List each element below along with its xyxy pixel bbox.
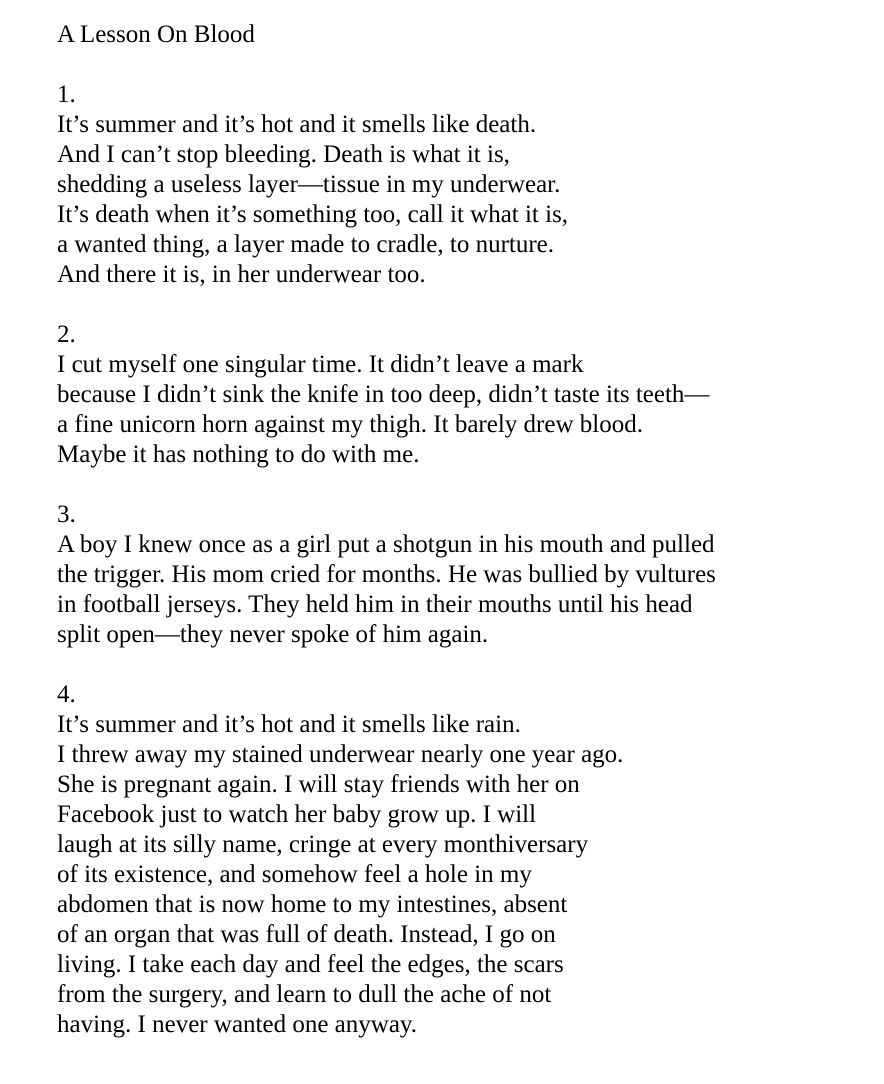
poem-line: A boy I knew once as a girl put a shotgun in his mouth and pulled [57, 531, 715, 558]
poem-line: of its existence, and somehow feel a hole in my [57, 861, 532, 888]
poem-section-3 [57, 500, 857, 650]
poem-line: Maybe it has nothing to do with me. [57, 441, 420, 468]
section-number: 4. [57, 681, 76, 708]
poem-line: And I can’t stop bleeding. Death is what it is, [57, 141, 510, 168]
poem-line: a fine unicorn horn against my thigh. It barely drew blood. [57, 411, 643, 438]
poem-line: It’s death when it’s something too, call it what it is, [57, 201, 569, 228]
poem-document [57, 20, 857, 1040]
poem-line: because I didn’t sink the knife in too deep, didn’t taste its teeth— [57, 381, 710, 408]
poem-title: A Lesson On Blood [57, 21, 255, 48]
section-number: 3. [57, 501, 76, 528]
poem-line: abdomen that is now home to my intestines, absent [57, 891, 568, 918]
poem-line: of an organ that was full of death. Instead, I go on [57, 921, 556, 948]
poem-line: a wanted thing, a layer made to cradle, to nurture. [57, 231, 555, 258]
poem-section-2 [57, 320, 857, 470]
poem-line: And there it is, in her underwear too. [57, 261, 426, 288]
poem-line: from the surgery, and learn to dull the ache of not [57, 981, 552, 1008]
section-number: 1. [57, 81, 76, 108]
poem-line: laugh at its silly name, cringe at every monthiversary [57, 831, 589, 858]
section-number: 2. [57, 321, 76, 348]
poem-line: split open—they never spoke of him again. [57, 621, 489, 648]
poem-line: having. I never wanted one anyway. [57, 1011, 418, 1038]
poem-line: shedding a useless layer—tissue in my underwear. [57, 171, 561, 198]
poem-line: She is pregnant again. I will stay friends with her on [57, 771, 580, 798]
poem-line: It’s summer and it’s hot and it smells like rain. [57, 711, 521, 738]
poem-line: in football jerseys. They held him in their mouths until his head [57, 591, 693, 618]
poem-line: Facebook just to watch her baby grow up. I will [57, 801, 537, 828]
poem-line: living. I take each day and feel the edges, the scars [57, 951, 564, 978]
poem-line: I cut myself one singular time. It didn’t leave a mark [57, 351, 584, 378]
poem-line: the trigger. His mom cried for months. He was bullied by vultures [57, 561, 716, 588]
poem-section-4 [57, 680, 857, 1040]
poem-line: It’s summer and it’s hot and it smells like death. [57, 111, 537, 138]
poem-section-1 [57, 80, 857, 290]
poem-line: I threw away my stained underwear nearly one year ago. [57, 741, 624, 768]
